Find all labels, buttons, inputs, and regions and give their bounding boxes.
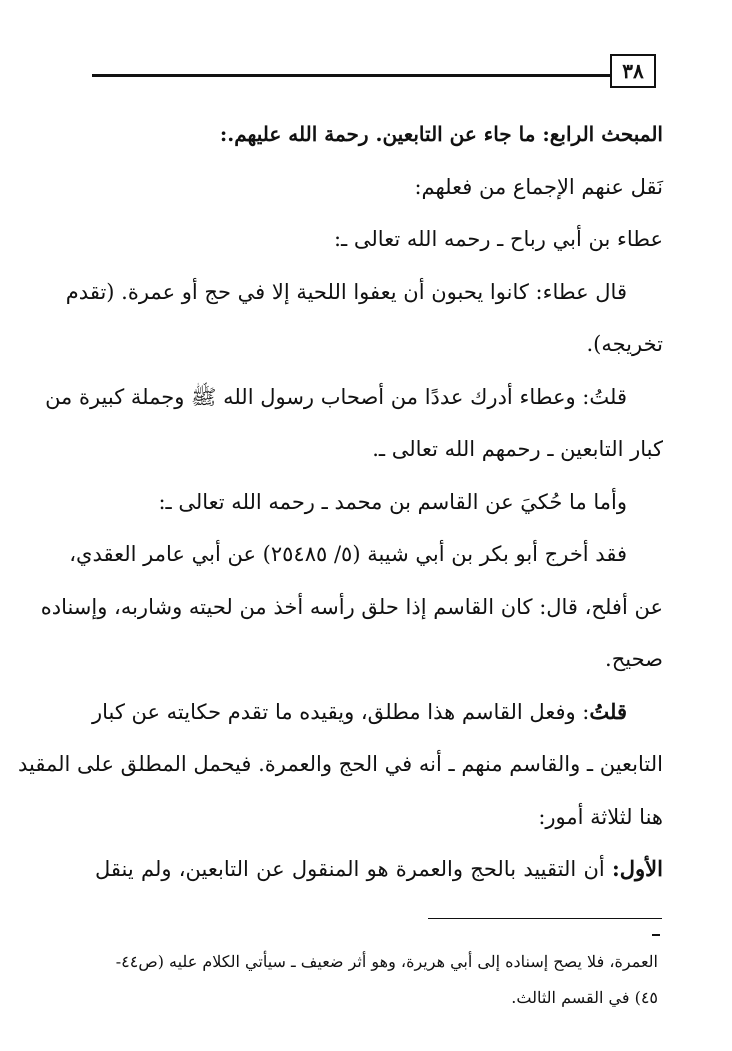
paragraph-text: : وعطاء أدرك عددًا من أصحاب رسول الله ﷺ وجملة كبيرة من [45,384,590,409]
qultu-lead-bold: قلتُ [589,698,627,724]
paragraph-line: صحيح. [605,647,663,671]
paragraph-line: عن أفلح، قال: كان القاسم إذا حلق رأسه أخذ من لحيته وشاربه، وإسناده [40,594,663,619]
footnote-line: العمرة، فلا يصح إسناده إلى أبي هريرة، وهو أثر ضعيف ـ سيأتي الكلام عليه (ص٤٤- [115,952,658,971]
paragraph-line: قال عطاء: كانوا يحبون أن يعفوا اللحية إلا في حج أو عمرة. (تقدم [65,279,627,304]
paragraph-line: فقد أخرج أبو بكر بن أبي شيبة (٥/ ٢٥٤٨٥) عن أبي عامر العقدي، [69,542,627,566]
footnote-line: ٤٥) في القسم الثالث. [511,988,658,1007]
footnote [115,944,658,1016]
footnote-rule [428,918,662,919]
paragraph-line: التابعين ـ والقاسم منهم ـ أنه في الحج والعمرة. فيحمل المطلق على المقيد [17,752,663,776]
page-number-text: ٣٨ [622,59,644,83]
paragraph-line [91,686,663,739]
paragraph-line: هنا لثلاثة أمور: [538,804,663,829]
first-point-lead: الأول: [612,856,663,881]
header-rule [92,74,610,77]
paragraph-line [95,843,663,896]
paragraph-line: عطاء بن أبي رباح ـ رحمه الله تعالى ـ: [333,227,663,251]
paragraph-line: وأما ما حُكيَ عن القاسم بن محمد ـ رحمه الله تعالى ـ: [158,489,627,514]
page-number [610,54,656,88]
qultu-lead: قلتُ [589,384,627,409]
paragraph-line [45,371,663,424]
paragraph-line: كبار التابعين ـ رحمهم الله تعالى ـ. [372,437,663,461]
footnote-marker [652,934,660,936]
paragraph-text: أن التقييد بالحج والعمرة هو المنقول عن التابعين، ولم ينقل [95,857,613,881]
paragraph-text: : وفعل القاسم هذا مطلق، ويقيده ما تقدم حكايته عن كبار [91,699,590,724]
paragraph-line: تخريجه). [586,332,663,356]
body-text [17,108,663,896]
section-heading: المبحث الرابع: ما جاء عن التابعين. رحمة الله عليهم.: [219,122,663,146]
paragraph-line: نَقل عنهم الإجماع من فعلهم: [414,174,663,199]
